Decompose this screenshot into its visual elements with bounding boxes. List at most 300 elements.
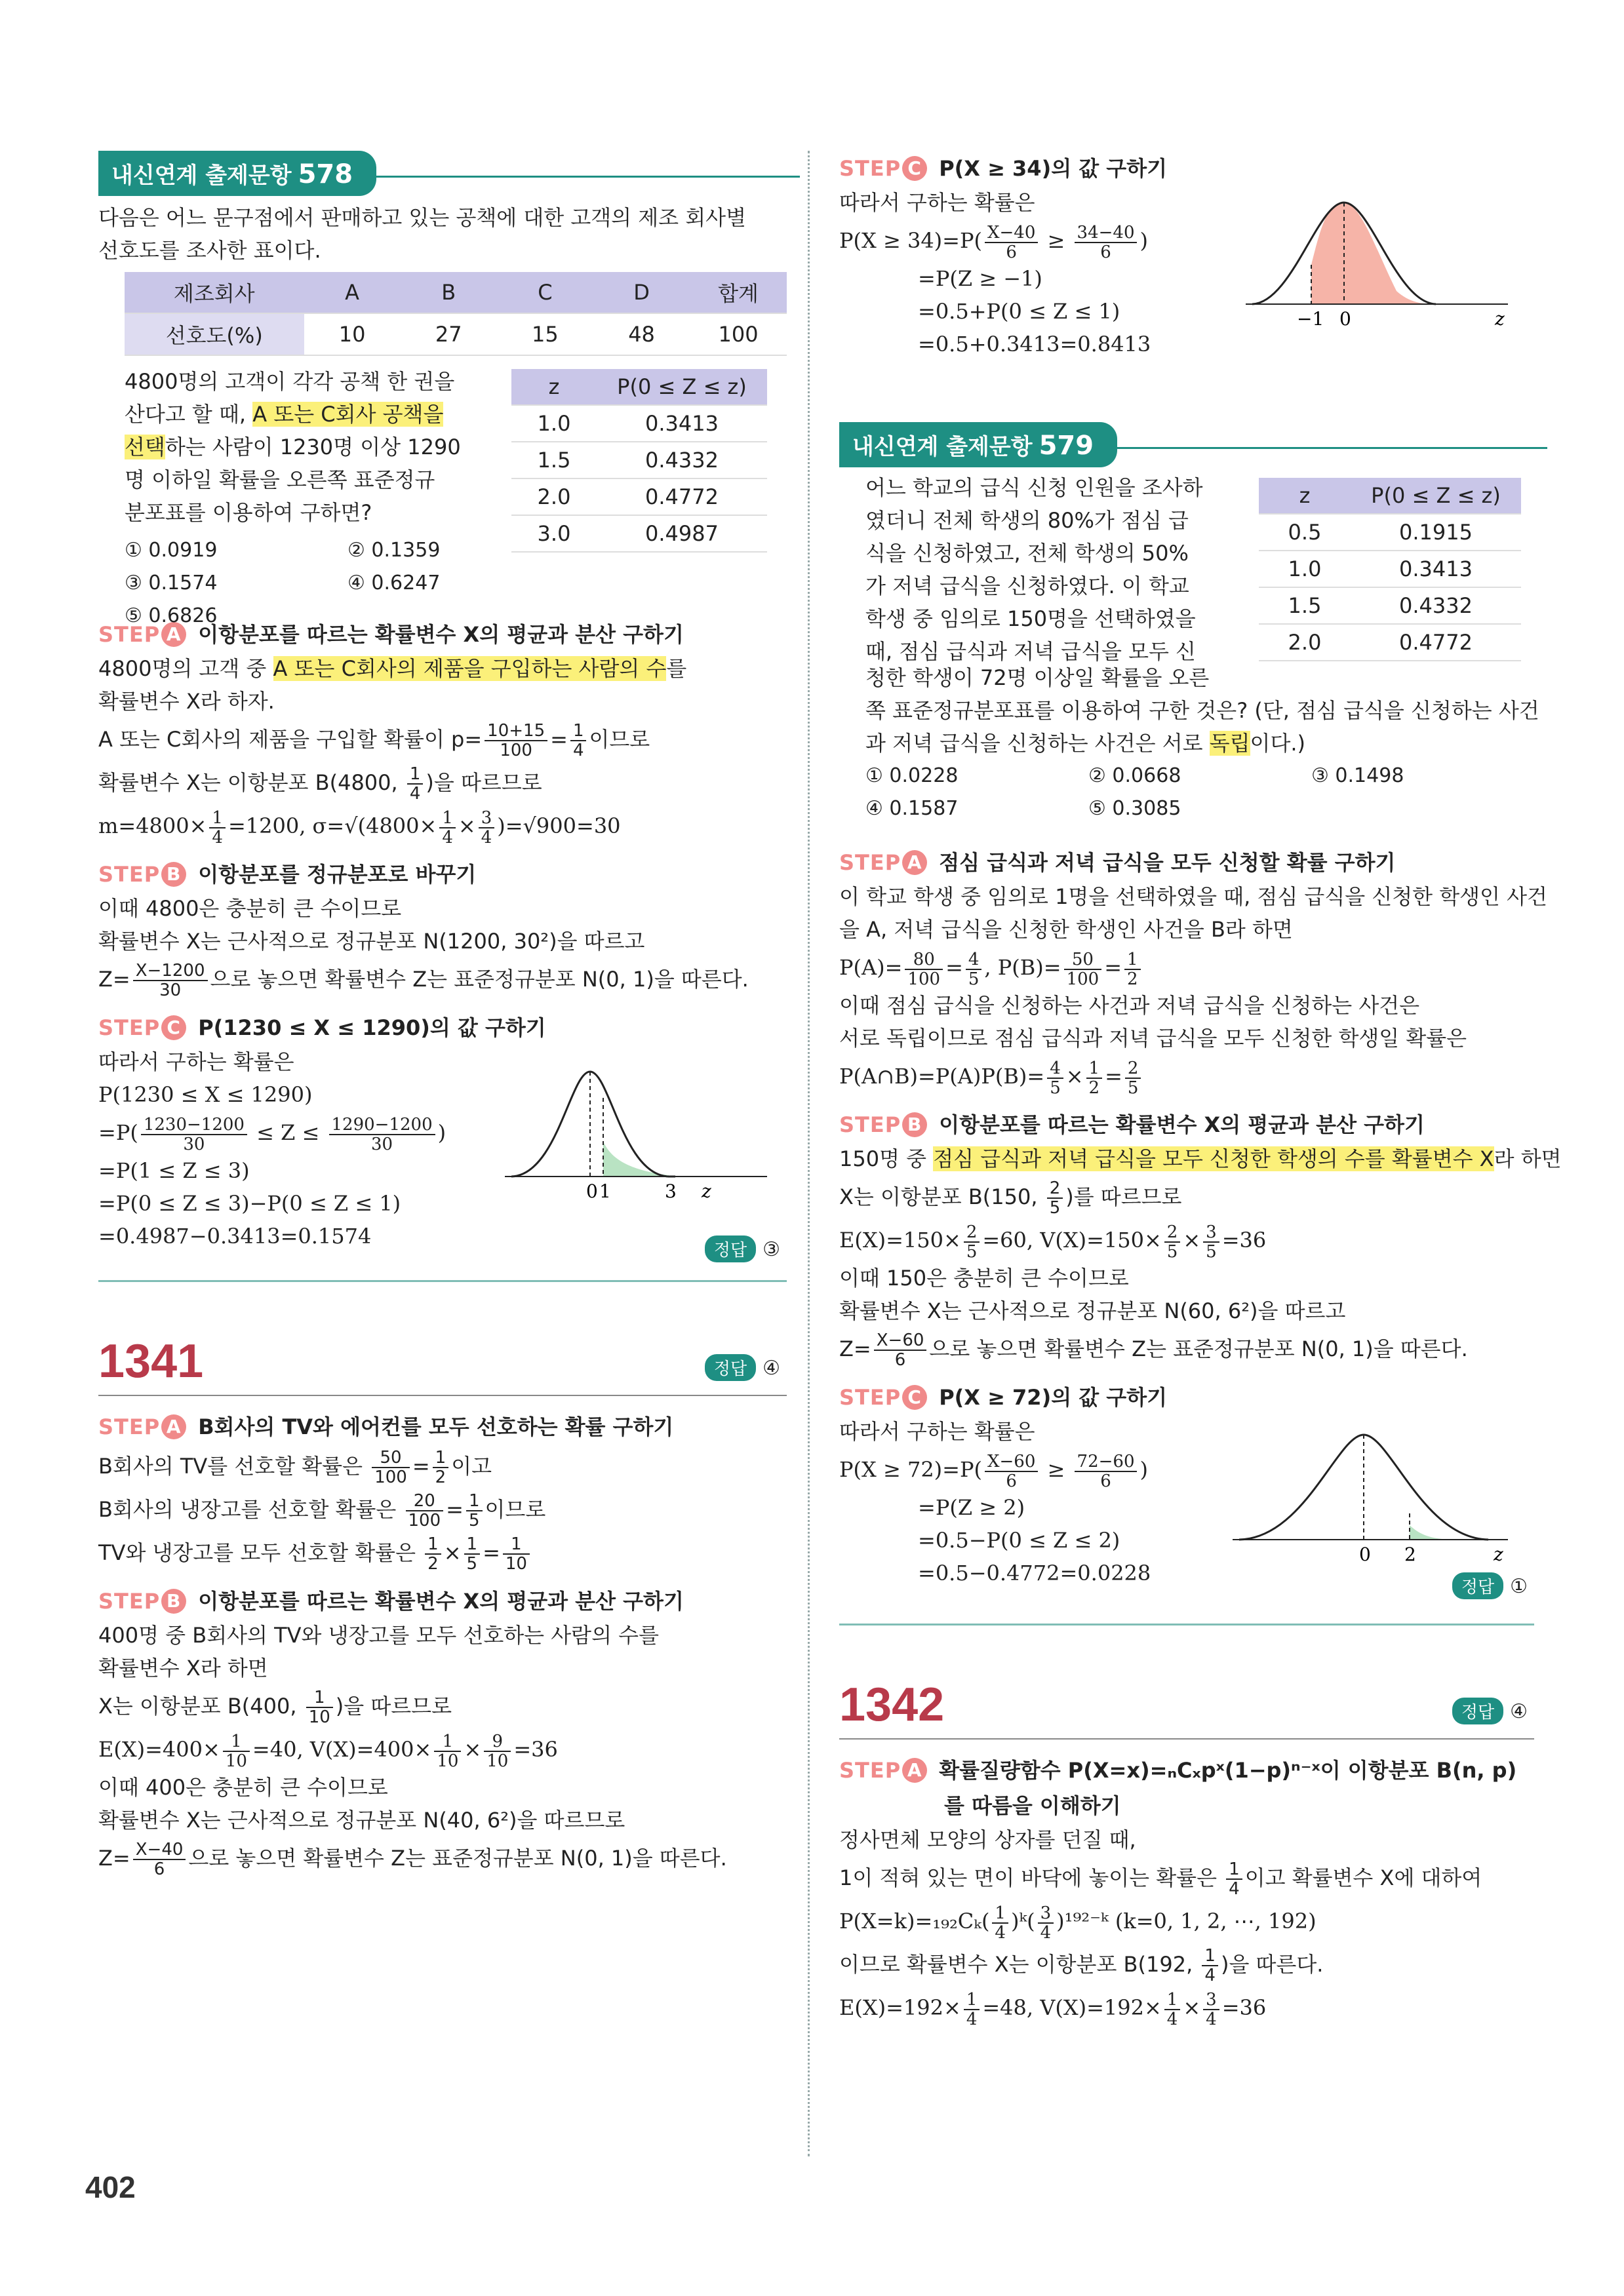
step-c-heading [839,151,1534,186]
text: =P(Z ≥ 2) [918,1495,1025,1520]
step-label: STEP [98,622,161,647]
problem-line: 명 이하일 확률을 오른쪽 표준정규 [125,467,435,492]
text: ≥ [1040,228,1072,253]
text: TV와 냉장고를 모두 선호할 확률은 [98,1540,423,1565]
problem-line: 산다고 할 때, [125,402,253,427]
frac-den: 2 [427,1554,439,1574]
left-column [98,151,787,1880]
z-table [511,369,767,553]
page-number: 402 [85,2170,136,2204]
frac-num: 1 [209,809,226,828]
problem-line: 어느 학교의 급식 신청 인원을 조사하 [865,475,1203,500]
frac-num: 1 [1124,950,1141,970]
table-header: P(0 ≤ Z ≤ z) [1351,478,1521,514]
banner-579 [839,422,1534,467]
step-a-heading [839,1753,1534,1788]
problem-578-body [98,365,787,627]
step-c2-body [839,1415,1534,1612]
step-c-heading [98,1010,787,1045]
step-letter: A [161,622,186,647]
answer-badge [1452,1572,1528,1599]
problem-line: 분포표를 이용하여 구하면? [125,500,372,525]
banner-number: 578 [298,159,353,189]
frac-den: 30 [159,981,182,1000]
text: )을 따른다. [1220,1952,1324,1977]
frac-den: 5 [1127,1078,1139,1098]
frac-den: 5 [1049,1198,1061,1218]
text: 정사면체 모양의 상자를 던질 때, [839,1827,1136,1852]
problem-line: 쪽 표준정규분포표를 이용하여 구한 것은? (단, 점심 급식을 신청하는 사건 [865,698,1539,723]
text: 확률변수 X라 하자. [98,689,275,714]
frac-num: 1 [425,1535,441,1555]
table-cell: 0.4332 [1351,587,1521,624]
step-label: STEP [839,850,901,875]
frac-num: 50 [1064,950,1102,970]
axis-label: 0 [586,1180,598,1202]
frac-den: 2 [435,1468,446,1487]
text: X는 이항분포 B(400, [98,1694,304,1719]
step-title: 점심 급식과 저녁 급식을 모두 신청할 확률 구하기 [939,850,1396,875]
choice: ④ 0.6247 [347,572,441,594]
frac-num: 1 [1086,1059,1103,1079]
table-cell: 48 [593,313,690,355]
answer-tag: 정답 [1452,1698,1503,1724]
problem-line: 였더니 전체 학생의 80%가 점심 급 [865,508,1189,533]
axis-label: −1 [1297,308,1324,330]
text: )¹⁹²⁻ᵏ (k=0, 1, 2, ⋯, 192) [1056,1909,1317,1934]
frac-num: X−40 [133,1840,186,1860]
choices [125,534,570,632]
table-header: P(0 ≤ Z ≤ z) [597,369,767,405]
problem-line: 학생 중 임의로 150명을 선택하였을 [865,606,1196,631]
highlight: 선택 [125,435,165,459]
table-cell: 1.0 [1259,551,1351,587]
text: 를 [666,656,687,681]
frac-den: 4 [1040,1922,1052,1943]
choice: ① 0.0919 [125,539,218,562]
step-letter: C [902,1385,927,1410]
table-header: A [304,272,401,313]
step-letter: A [902,1758,927,1783]
step-b-heading [98,857,787,892]
table-cell: 0.4772 [597,478,767,515]
separator [98,1280,787,1282]
table-cell: 0.4772 [1351,624,1521,661]
step-label: STEP [839,1758,901,1783]
text: ≥ [1040,1457,1072,1482]
frac-num: 2 [1164,1223,1181,1243]
highlight: A 또는 C회사의 제품을 구입하는 사람의 수 [273,656,667,681]
frac-num: 1 [439,809,456,828]
frac-num: 1 [433,1449,449,1468]
frac-num: 80 [905,950,943,970]
table-cell: 0.3413 [597,405,767,442]
text: 4800명의 고객 중 [98,656,273,681]
frac-den: 10 [505,1554,527,1574]
table-header: B [401,272,497,313]
frac-num: 1 [407,765,424,785]
step-c-heading [839,1380,1534,1415]
shaded-area [1311,203,1436,304]
frac-den: 100 [907,969,941,989]
frac-num: 2 [1125,1059,1141,1079]
text: =40, V(X)=400× [252,1737,432,1762]
step-title: P(X ≥ 72)의 값 구하기 [939,1385,1168,1410]
text: 이때 점심 급식을 신청하는 사건과 저녁 급식을 신청하는 사건은 [839,993,1420,1018]
problem-line: 하는 사람이 1230명 이상 1290 [165,435,461,459]
text: =60, V(X)=150× [982,1228,1162,1253]
problem-number: 1342 [839,1679,945,1731]
text: = [1104,955,1122,980]
choices [839,760,1534,825]
text: = [550,727,568,752]
step-title: 이항분포를 따르는 확률변수 X의 평균과 분산 구하기 [939,1112,1425,1137]
choice: ② 0.1359 [347,539,441,562]
frac-num: 50 [372,1449,410,1468]
frac-den: 4 [1166,2009,1178,2029]
text: 따라서 구하는 확률은 [839,190,1035,215]
problem-text: 다음은 어느 문구점에서 판매하고 있는 공책에 대한 고객의 제조 회사별 [98,205,746,230]
answer-value: ④ [1510,1700,1528,1723]
table-header: z [1259,478,1351,514]
frac-den: 2 [1088,1078,1100,1098]
frac-num: 4 [966,950,982,970]
frac-den: 5 [466,1554,478,1574]
table-header: 합계 [690,272,787,313]
problem-579-body [839,471,1534,664]
choice: ③ 0.1574 [125,572,218,594]
problem-1342-header [839,1678,1534,1743]
step-letter: A [161,1414,186,1439]
answer-badge [705,1236,780,1262]
step-title: 이항분포를 따르는 확률변수 X의 평균과 분산 구하기 [198,622,684,647]
step-title: 이항분포를 정규분포로 바꾸기 [198,862,477,887]
table-header: 제조회사 [125,272,304,313]
highlight: A 또는 C회사 공책을 [252,402,444,427]
frac-num: 1 [466,1492,483,1511]
frac-den: 100 [408,1511,441,1530]
step-label: STEP [839,1112,901,1137]
text: ) [1139,1457,1148,1482]
text: Z= [98,967,130,992]
table-cell: 0.5 [1259,514,1351,551]
answer-tag: 정답 [1452,1572,1503,1599]
text: X는 이항분포 B(150, [839,1184,1044,1209]
step-title: P(1230 ≤ X ≤ 1290)의 값 구하기 [198,1015,546,1040]
text: )ᵏ( [1010,1909,1035,1934]
frac-den: 100 [500,741,532,760]
frac-num: 1 [570,722,587,741]
frac-den: 6 [1006,1471,1017,1491]
text: )=√900=30 [497,813,621,838]
frac-den: 4 [1229,1879,1240,1899]
text: ) [437,1120,446,1145]
column-divider [808,151,810,2156]
text: E(X)=192× [839,1995,961,2020]
step-a-heading [98,1409,787,1445]
text: B회사의 TV를 선호할 확률은 [98,1454,370,1479]
frac-den: 4 [966,2009,978,2029]
text: P(1230 ≤ X ≤ 1290) [98,1082,313,1107]
frac-num: 20 [406,1492,444,1511]
banner-578 [98,151,787,196]
choice: ① 0.0228 [865,764,959,787]
frac-den: 5 [468,1511,480,1530]
frac-den: 100 [374,1468,407,1487]
text: 이므로 [589,727,650,752]
text: =36 [1221,1995,1267,2020]
text: =48, V(X)=192× [982,1995,1162,2020]
text: × [1183,1995,1201,2020]
step-title: B회사의 TV와 에어컨를 모두 선호하는 확률 구하기 [198,1414,674,1439]
frac-den: 6 [1100,1471,1111,1491]
problem-line: 가 저녁 급식을 신청하였다. 이 학교 [865,574,1189,598]
text: =36 [1221,1228,1267,1253]
frac-num: 34−40 [1075,224,1138,243]
frac-num: 2 [964,1223,980,1243]
text: 이므로 확률변수 X는 이항분포 B(192, [839,1952,1200,1977]
step-c-body [98,1045,787,1268]
frac-den: 4 [995,1922,1006,1943]
frac-den: 6 [1100,242,1111,262]
frac-num: 3 [479,809,495,828]
step-c-body [839,186,1534,402]
step-label: STEP [98,862,161,887]
step-label: STEP [98,1589,161,1614]
problem-1341-header [98,1334,787,1400]
frac-den: 6 [1006,242,1017,262]
table-header: z [511,369,597,405]
frac-den: 6 [153,1859,165,1879]
banner-label: 내신연계 출제문항 [852,434,1033,460]
text: =P(Z ≥ −1) [918,266,1042,291]
text: m=4800× [98,813,207,838]
answer-value: ④ [762,1357,780,1380]
text: =P(1 ≤ Z ≤ 3) [98,1158,250,1183]
step-label: STEP [98,1414,161,1439]
text: × [443,1540,462,1565]
step-title: 를 따름을 이해하기 [944,1793,1121,1818]
text: 으로 놓으면 확률변수 Z는 표준정규분포 N(0, 1)을 따른다. [188,1846,727,1871]
shaded-area [603,1141,669,1177]
table-cell: 1.5 [511,442,597,478]
frac-den: 30 [371,1134,393,1154]
table-cell: 0.4332 [597,442,767,478]
choice: ③ 0.1498 [1311,764,1404,787]
problem-number: 1341 [98,1335,204,1388]
frac-den: 4 [1206,2009,1217,2029]
frac-num: 3 [1038,1904,1054,1924]
text: =1200, σ=√(4800× [228,813,437,838]
z-table [1259,478,1521,661]
step-letter: B [902,1112,927,1137]
text: × [1065,1064,1084,1089]
answer-value: ① [1510,1575,1528,1598]
step-letter: B [161,1589,186,1614]
axis-label: 1 [599,1180,611,1202]
normal-curve-graph [1246,186,1521,350]
text: 이때 4800은 충분히 큰 수이므로 [98,896,402,921]
curve [511,1072,675,1177]
text: 을 A, 저녁 급식을 신청한 학생인 사건을 B라 하면 [839,917,1293,942]
text: 이므로 [485,1497,546,1522]
frac-num: 1 [434,1732,461,1752]
frac-den: 5 [968,969,980,989]
table-cell: 100 [690,313,787,355]
axis-label: z [1495,308,1505,330]
text: 으로 놓으면 확률변수 Z는 표준정규분포 N(0, 1)을 따른다. [210,967,749,992]
table-cell: 15 [497,313,593,355]
table-header: C [497,272,593,313]
frac-num: 2 [1047,1179,1063,1199]
text: 확률변수 X라 하면 [98,1656,268,1681]
frac-num: 9 [484,1732,511,1752]
table-cell: 0.1915 [1351,514,1521,551]
right-column [839,151,1562,2029]
problem-text: 선호도를 조사한 표이다. [98,238,321,263]
step-letter: A [902,850,927,875]
table-cell: 1.0 [511,405,597,442]
axis-label: 0 [1359,1544,1371,1565]
shaded-area [1410,1525,1449,1540]
answer-tag: 정답 [705,1236,756,1262]
frac-num: 1 [464,1535,481,1555]
text: 확률변수 X는 근사적으로 정규분포 N(40, 6²)을 따르므로 [98,1808,625,1833]
text: E(X)=150× [839,1228,961,1253]
frac-num: 1 [1202,1947,1218,1966]
axis-label: 0 [1339,308,1351,330]
text: =0.4987−0.3413=0.1574 [98,1224,372,1249]
text: ) [1139,228,1148,253]
answer-value: ③ [762,1238,780,1261]
text: )를 따르므로 [1065,1184,1182,1209]
table-cell: 선호도(%) [125,313,304,355]
step-b-heading [98,1584,787,1619]
step-letter: C [161,1015,186,1040]
frac-num: 3 [1203,1223,1219,1243]
text: , P(B)= [984,955,1061,980]
table-cell: 0.4987 [597,515,767,552]
axis-label: z [702,1180,711,1202]
text: 400명 중 B회사의 TV와 냉장고를 모두 선호하는 사람의 수를 [98,1623,659,1648]
frac-num: 1 [1164,1991,1181,2010]
frac-den: 4 [1204,1966,1216,1985]
problem-text-block [125,365,461,529]
text: 이 학교 학생 중 임의로 1명을 선택하였을 때, 점심 급식을 신청한 학생인 사건 [839,884,1547,909]
step-b-heading [839,1107,1534,1142]
axis-label: 2 [1404,1544,1416,1565]
text: P(A∩B)=P(A)P(B)= [839,1064,1045,1089]
frac-den: 6 [894,1350,906,1370]
separator [839,1624,1534,1625]
axis-label: z [1494,1544,1503,1565]
frac-num: 3 [1203,1991,1219,2010]
normal-curve-graph [1233,1422,1508,1572]
frac-den: 5 [966,1241,978,1262]
banner-label: 내신연계 출제문항 [111,163,292,189]
text: =0.5+0.3413=0.8413 [918,332,1151,357]
problem-line: 식을 신청하였고, 전체 학생의 50% [865,541,1189,566]
text: × [458,813,476,838]
text: 따라서 구하는 확률은 [839,1419,1035,1444]
text: Z= [98,1846,130,1871]
frac-den: 10 [437,1751,459,1771]
highlight: 점심 급식과 저녁 급식을 모두 신청한 학생의 수를 확률변수 X [933,1146,1494,1171]
table-cell: 27 [401,313,497,355]
text: E(X)=400× [98,1737,220,1762]
table-cell: 2.0 [1259,624,1351,661]
step-title: P(X ≥ 34)의 값 구하기 [939,156,1168,181]
frac-den: 4 [212,827,223,847]
text: =P(0 ≤ Z ≤ 3)−P(0 ≤ Z ≤ 1) [98,1191,401,1216]
frac-num: 72−60 [1075,1452,1138,1472]
text: 따라서 구하는 확률은 [98,1049,294,1074]
table-cell: 0.3413 [1351,551,1521,587]
text: 150명 중 [839,1146,934,1171]
frac-den: 4 [572,741,584,760]
text: =P( [98,1120,138,1145]
text: =0.5−0.4772=0.0228 [918,1561,1151,1586]
frac-num: 4 [1047,1059,1063,1079]
frac-num: 10+15 [485,722,547,741]
text: 확률변수 X는 근사적으로 정규분포 N(60, 6²)을 따르고 [839,1298,1346,1323]
step-label: STEP [98,1015,161,1040]
step-letter: C [902,156,927,181]
text: Z= [839,1336,871,1361]
text: A 또는 C회사의 제품을 구입할 확률이 p= [98,727,483,752]
frac-num: X−60 [985,1452,1038,1472]
problem-line: 청한 학생이 72명 이상일 확률을 오른 [865,665,1210,690]
choice: ⑤ 0.3085 [1088,797,1181,820]
frac-den: 4 [442,827,453,847]
problem-line: 4800명의 고객이 각각 공책 한 권을 [125,369,455,394]
banner-number: 579 [1039,431,1094,461]
frac-num: 1 [992,1904,1008,1924]
text: ≤ Z ≤ [249,1120,327,1145]
text: )을 따르므로 [426,770,542,795]
frac-den: 4 [481,827,492,847]
text: 이고 확률변수 X에 대하여 [1244,1865,1482,1890]
text: =0.5+P(0 ≤ Z ≤ 1) [918,299,1120,324]
frac-num: X−1200 [133,962,208,981]
text: 1이 적혀 있는 면이 바닥에 놓이는 확률은 [839,1865,1224,1890]
text: = [945,955,963,980]
frac-den: 10 [486,1751,509,1771]
highlight: 독립 [1209,731,1250,756]
step-label: STEP [839,1385,901,1410]
step-label: STEP [839,156,901,181]
table-cell: 1.5 [1259,587,1351,624]
text: 라 하면 [1494,1146,1562,1171]
text: 이고 [451,1454,492,1479]
preference-table [125,272,787,356]
text: = [1105,1064,1122,1089]
text: )을 따르므로 [335,1694,452,1719]
frac-den: 30 [183,1134,205,1154]
table-header: D [593,272,690,313]
step-a-heading [839,845,1534,880]
frac-num: 1 [223,1732,250,1752]
text: B회사의 냉장고를 선호할 확률은 [98,1497,403,1522]
frac-num: 1 [306,1688,333,1708]
frac-den: 5 [1206,1241,1217,1262]
text: 확률변수 X는 이항분포 B(4800, [98,770,405,795]
problem-line: 이다.) [1250,731,1306,756]
text: P(X ≥ 34)=P( [839,228,982,253]
text: =0.5−P(0 ≤ Z ≤ 2) [918,1528,1120,1553]
text: × [1183,1228,1201,1253]
problem-line: 과 저녁 급식을 신청하는 사건은 서로 [865,731,1210,756]
